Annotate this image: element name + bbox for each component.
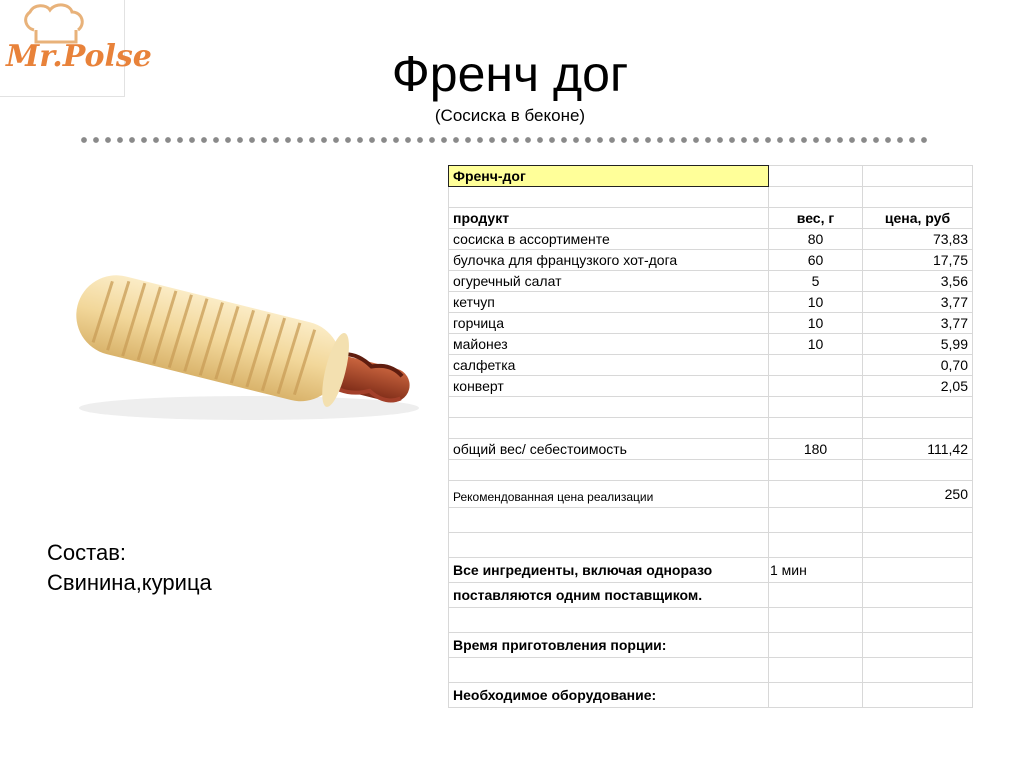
- empty-cell[interactable]: [863, 533, 973, 558]
- sheet-row: [449, 508, 973, 533]
- item-name[interactable]: майонез: [449, 334, 769, 355]
- empty-cell[interactable]: [769, 460, 863, 481]
- empty-cell[interactable]: [449, 187, 769, 208]
- item-name[interactable]: огуречный салат: [449, 271, 769, 292]
- empty-cell[interactable]: [863, 658, 973, 683]
- empty-cell[interactable]: [769, 683, 863, 708]
- total-cost[interactable]: 111,42: [863, 439, 973, 460]
- item-name[interactable]: кетчуп: [449, 292, 769, 313]
- empty-cell[interactable]: [449, 658, 769, 683]
- sheet-row: [449, 533, 973, 558]
- ingredients-note-value[interactable]: 1 мин: [769, 558, 863, 583]
- item-weight[interactable]: 10: [769, 334, 863, 355]
- column-header-product[interactable]: продукт: [449, 208, 769, 229]
- empty-cell[interactable]: [449, 533, 769, 558]
- total-weight[interactable]: 180: [769, 439, 863, 460]
- item-price[interactable]: 3,77: [863, 313, 973, 334]
- item-price[interactable]: 17,75: [863, 250, 973, 271]
- recommended-price-label[interactable]: Рекомендованная цена реализации: [449, 481, 769, 508]
- empty-cell[interactable]: [863, 608, 973, 633]
- item-price[interactable]: 3,56: [863, 271, 973, 292]
- sheet-name-cell[interactable]: Френч-дог: [449, 166, 769, 187]
- empty-cell[interactable]: [769, 633, 863, 658]
- item-weight[interactable]: 5: [769, 271, 863, 292]
- empty-cell[interactable]: [449, 397, 769, 418]
- empty-cell[interactable]: [769, 397, 863, 418]
- item-weight[interactable]: 10: [769, 313, 863, 334]
- supplier-note[interactable]: поставляются одним поставщиком.: [449, 583, 769, 608]
- empty-cell[interactable]: [863, 583, 973, 608]
- item-price[interactable]: 0,70: [863, 355, 973, 376]
- empty-cell[interactable]: [769, 608, 863, 633]
- notes-row: [449, 633, 973, 658]
- ingredients-note[interactable]: Все ингредиенты, включая одноразо: [449, 558, 769, 583]
- notes-row: [449, 583, 973, 608]
- item-name[interactable]: салфетка: [449, 355, 769, 376]
- empty-cell[interactable]: [863, 166, 973, 187]
- empty-cell[interactable]: [769, 187, 863, 208]
- empty-cell[interactable]: [769, 481, 863, 508]
- table-row: [449, 376, 973, 397]
- sheet-row: [449, 658, 973, 683]
- table-row: [449, 250, 973, 271]
- sheet-row: [449, 187, 973, 208]
- empty-cell[interactable]: [863, 633, 973, 658]
- item-weight[interactable]: 10: [769, 292, 863, 313]
- table-row: [449, 271, 973, 292]
- item-weight[interactable]: 60: [769, 250, 863, 271]
- empty-cell[interactable]: [769, 533, 863, 558]
- item-name[interactable]: сосиска в ассортименте: [449, 229, 769, 250]
- sheet-row: [449, 608, 973, 633]
- table-row: [449, 334, 973, 355]
- equipment-label[interactable]: Необходимое оборудование:: [449, 683, 769, 708]
- column-header-weight[interactable]: вес, г: [769, 208, 863, 229]
- empty-cell[interactable]: [449, 508, 769, 533]
- column-header-price[interactable]: цена, руб: [863, 208, 973, 229]
- empty-cell[interactable]: [449, 460, 769, 481]
- table-row: [449, 313, 973, 334]
- notes-row: [449, 558, 973, 583]
- item-weight[interactable]: 80: [769, 229, 863, 250]
- sheet-row: [449, 418, 973, 439]
- item-weight[interactable]: [769, 355, 863, 376]
- empty-cell[interactable]: [863, 187, 973, 208]
- empty-cell[interactable]: [863, 397, 973, 418]
- empty-cell[interactable]: [863, 558, 973, 583]
- empty-cell[interactable]: [863, 418, 973, 439]
- recommended-row: [449, 481, 973, 508]
- item-name[interactable]: конверт: [449, 376, 769, 397]
- total-label[interactable]: общий вес/ себестоимость: [449, 439, 769, 460]
- composition: [47, 538, 212, 598]
- sheet-row: [449, 166, 973, 187]
- empty-cell[interactable]: [863, 508, 973, 533]
- composition-value: Свинина,курица: [47, 570, 212, 595]
- empty-cell[interactable]: [863, 460, 973, 481]
- sheet-row: [449, 397, 973, 418]
- item-weight[interactable]: [769, 376, 863, 397]
- empty-cell[interactable]: [769, 658, 863, 683]
- recommended-price-value[interactable]: 250: [863, 481, 973, 508]
- brand-logo: [0, 0, 152, 97]
- empty-cell[interactable]: [769, 583, 863, 608]
- empty-cell[interactable]: [863, 683, 973, 708]
- page-title: Френч дог: [391, 46, 629, 102]
- total-row: [449, 439, 973, 460]
- empty-cell[interactable]: [769, 166, 863, 187]
- composition-label: Состав:: [47, 540, 126, 565]
- table-row: [449, 229, 973, 250]
- french-hotdog-image: [44, 258, 434, 434]
- item-price[interactable]: 73,83: [863, 229, 973, 250]
- prep-time-label[interactable]: Время приготовления порции:: [449, 633, 769, 658]
- dotted-divider: [78, 136, 928, 144]
- cost-sheet: [448, 165, 973, 708]
- notes-row: [449, 683, 973, 708]
- empty-cell[interactable]: [769, 508, 863, 533]
- table-row: [449, 292, 973, 313]
- table-row: [449, 355, 973, 376]
- empty-cell[interactable]: [449, 608, 769, 633]
- empty-cell[interactable]: [449, 418, 769, 439]
- page-subtitle: (Сосиска в беконе): [434, 106, 586, 125]
- logo-text: Mr.Polse: [6, 39, 152, 74]
- item-name[interactable]: булочка для французкого хот-дога: [449, 250, 769, 271]
- item-price[interactable]: 3,77: [863, 292, 973, 313]
- header-row: [449, 208, 973, 229]
- item-price[interactable]: 2,05: [863, 376, 973, 397]
- empty-cell[interactable]: [769, 418, 863, 439]
- item-name[interactable]: горчица: [449, 313, 769, 334]
- item-price[interactable]: 5,99: [863, 334, 973, 355]
- sheet-row: [449, 460, 973, 481]
